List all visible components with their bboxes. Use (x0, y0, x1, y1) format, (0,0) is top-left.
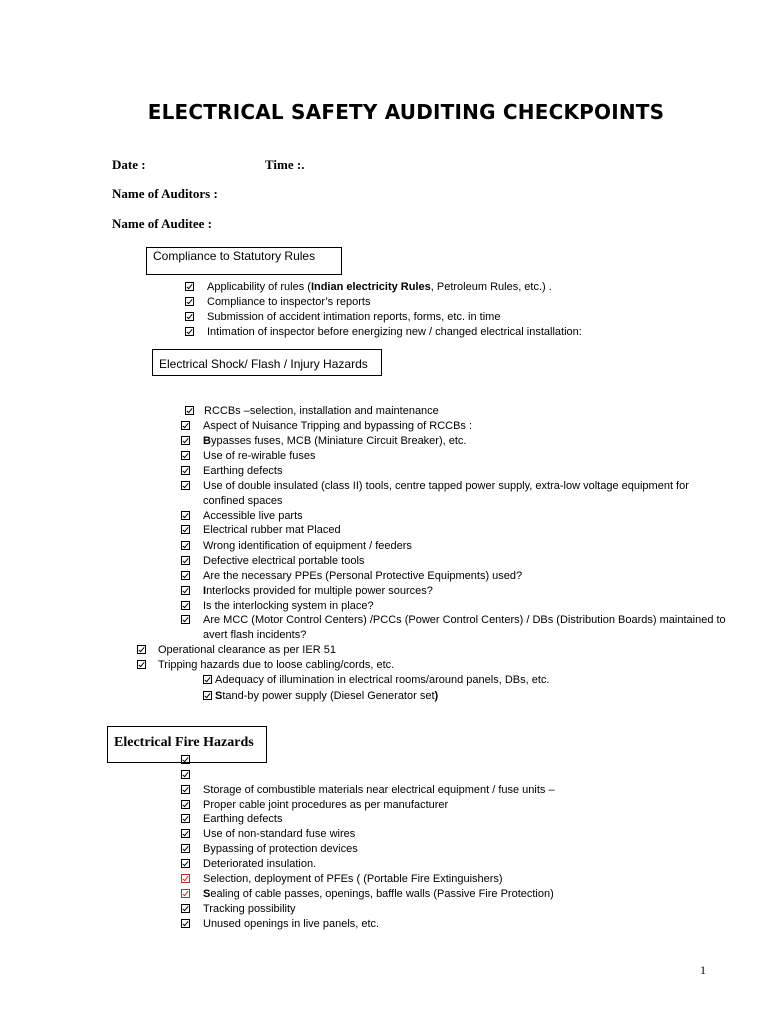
list-item-continuation: avert flash incidents? (203, 629, 307, 641)
list-item-text (203, 434, 466, 448)
list-item-text: Earthing defects (203, 465, 283, 477)
list-item-text: Use of non-standard fuse wires (203, 828, 356, 840)
time-label: Time :. (265, 157, 305, 172)
list-item-text: Defective electrical portable tools (203, 555, 365, 567)
checkbox-checked-icon (185, 312, 194, 321)
list-item-text (203, 584, 433, 598)
date-label: Date : (112, 157, 146, 172)
section-heading-shock (152, 349, 382, 376)
section-heading-text: Compliance to Statutory Rules (153, 249, 316, 263)
checkbox-checked-red-icon (181, 889, 190, 898)
document-title: ELECTRICAL SAFETY AUDITING CHECKPOINTS (147, 100, 665, 124)
checkbox-checked-icon (181, 451, 190, 460)
checkbox-checked-icon (181, 814, 190, 823)
list-item-text: Earthing defects (203, 813, 283, 825)
list-item-text: Is the interlocking system in place? (203, 600, 374, 612)
checkbox-checked-icon (181, 829, 190, 838)
list-item-text: Intimation of inspector before energizing new / changed electrical installation: (207, 326, 582, 338)
list-item-text: Tripping hazards due to loose cabling/cords, etc. (158, 659, 395, 671)
checkbox-checked-icon (181, 421, 190, 430)
list-item-text-bold: S (203, 888, 211, 900)
list-item-text-part: ypasses fuses, MCB (Miniature Circuit Breaker), etc. (210, 435, 467, 447)
checkbox-checked-icon (181, 800, 190, 809)
checkbox-checked-icon (181, 541, 190, 550)
checkbox-checked-icon (181, 601, 190, 610)
page-number: 1 (700, 963, 706, 977)
list-item-text: RCCBs –selection, installation and maintenance (204, 405, 439, 417)
list-item-text: Tracking possibility (203, 903, 296, 915)
list-item-text: Are MCC (Motor Control Centers) /PCCs (Power Control Centers) / DBs (Distribution Boards) maintained to (203, 614, 726, 626)
list-item-text: Submission of accident intimation reports, forms, etc. in time (207, 311, 501, 323)
checkbox-checked-icon (185, 282, 194, 291)
list-item-text: Unused openings in live panels, etc. (203, 918, 380, 930)
list-item-text: Operational clearance as per IER 51 (158, 644, 336, 656)
list-item-text-part: tand-by power supply (Diesel Generator set (222, 690, 435, 702)
section-heading-text: Electrical Shock/ Flash / Injury Hazards (159, 357, 368, 371)
checkbox-checked-icon (181, 571, 190, 580)
list-item-text: Wrong identification of equipment / feeders (203, 540, 412, 552)
auditee-label: Name of Auditee : (112, 216, 213, 231)
list-item-text: Storage of combustible materials near electrical equipment / fuse units – (203, 784, 555, 796)
checkbox-checked-icon (181, 904, 190, 913)
list-item-text-bold: I (203, 585, 207, 597)
section-heading-statutory (146, 247, 342, 275)
list-item-text (215, 689, 438, 703)
checkbox-checked-icon (181, 525, 190, 534)
checkbox-checked-icon (137, 645, 146, 654)
list-item-text-part: nterlocks provided for multiple power sources? (206, 585, 433, 597)
list-item-text-bold: ) (434, 690, 439, 702)
list-item-text: Aspect of Nuisance Tripping and bypassing of RCCBs : (203, 420, 473, 432)
list-item-text (207, 280, 552, 294)
section-heading-text: Electrical Fire Hazards (114, 735, 254, 750)
checkbox-checked-icon (181, 785, 190, 794)
checkbox-checked-icon (185, 297, 194, 306)
checkbox-checked-icon (181, 770, 190, 779)
checkbox-checked-red-icon (181, 874, 190, 883)
checkbox-checked-icon (203, 691, 212, 700)
checkbox-checked-icon (181, 755, 190, 764)
checkbox-checked-icon (185, 406, 194, 415)
checkbox-checked-icon (181, 466, 190, 475)
list-item-text-part: , Petroleum Rules, etc.) . (430, 281, 552, 293)
list-item-text: Selection, deployment of PFEs ( (Portable Fire Extinguishers) (203, 873, 503, 885)
list-item-text: Compliance to inspector’s reports (207, 296, 371, 308)
list-item-text-part: ealing of cable passes, openings, baffle walls (Passive Fire Protection) (210, 888, 554, 900)
checkbox-checked-icon (181, 919, 190, 928)
checkbox-checked-icon (181, 556, 190, 565)
checkbox-checked-icon (203, 675, 212, 684)
checkbox-checked-icon (181, 615, 190, 624)
checkbox-checked-icon (137, 660, 146, 669)
checkbox-checked-icon (181, 511, 190, 520)
checkbox-checked-icon (181, 481, 190, 490)
checkbox-checked-icon (185, 327, 194, 336)
list-item-text: Deteriorated insulation. (203, 858, 317, 870)
list-item-text: Use of double insulated (class II) tools, centre tapped power supply, extra-low voltage equipment for (203, 480, 689, 492)
auditors-label: Name of Auditors : (112, 186, 218, 201)
list-item-text: Bypassing of protection devices (203, 843, 358, 855)
list-item-text-bold: S (215, 690, 223, 702)
checkbox-checked-icon (181, 436, 190, 445)
list-item-text: Adequacy of illumination in electrical rooms/around panels, DBs, etc. (215, 674, 550, 686)
list-item-text-part: Applicability of rules ( (207, 281, 311, 293)
list-item-text: Accessible live parts (203, 510, 303, 522)
list-item-text: Use of re-wirable fuses (203, 450, 316, 462)
list-item-text-bold: Indian electricity Rules (310, 281, 431, 293)
list-item-continuation: confined spaces (203, 495, 283, 507)
checkbox-checked-icon (181, 844, 190, 853)
list-item-text: Proper cable joint procedures as per manufacturer (203, 799, 449, 811)
list-item-text: Are the necessary PPEs (Personal Protective Equipments) used? (203, 570, 523, 582)
checkbox-checked-icon (181, 586, 190, 595)
list-item-text: Electrical rubber mat Placed (203, 524, 341, 536)
list-item-text-bold: B (203, 435, 211, 447)
checkbox-checked-icon (181, 859, 190, 868)
list-item-text (203, 887, 554, 901)
